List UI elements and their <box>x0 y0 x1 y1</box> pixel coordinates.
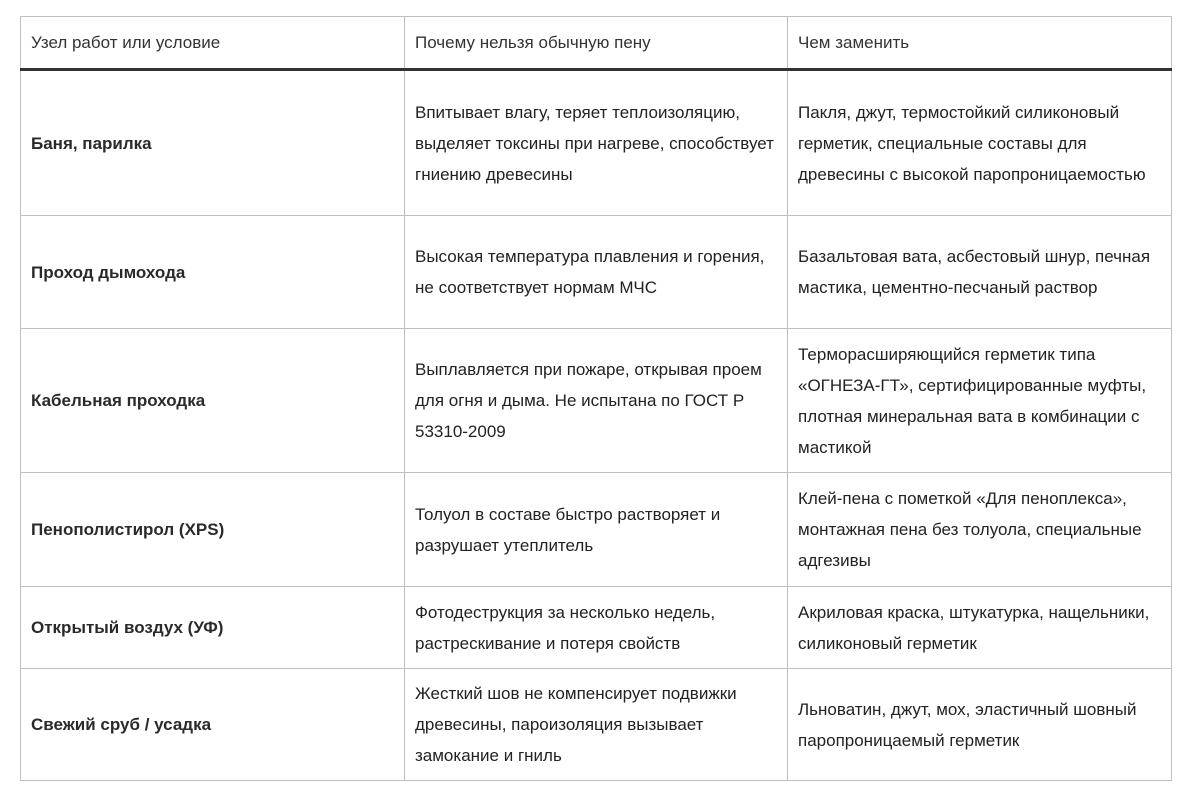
cell-reason: Фотодеструкция за несколько недель, растрескивание и потеря свойств <box>405 587 788 669</box>
cell-replacement: Клей-пена с пометкой «Для пеноплекса», монтажная пена без толуола, специальные адгезивы <box>788 473 1172 587</box>
cell-replacement: Терморасширяющийся герметик типа «ОГНЕЗА-ГТ», сертифицированные муфты, плотная минеральная вата в комбинации с мастикой <box>788 329 1172 473</box>
cell-replacement: Льноватин, джут, мох, эластичный шовный паропроницаемый герметик <box>788 669 1172 781</box>
cell-node: Свежий сруб / усадка <box>21 669 405 781</box>
cell-reason: Высокая температура плавления и горения, не соответствует нормам МЧС <box>405 216 788 329</box>
cell-replacement: Базальтовая вата, асбестовый шнур, печная мастика, цементно-песчаный раствор <box>788 216 1172 329</box>
cell-node: Баня, парилка <box>21 70 405 216</box>
cell-replacement: Пакля, джут, термостойкий силиконовый герметик, специальные составы для древесины с высокой паропроницаемостью <box>788 70 1172 216</box>
table-row <box>21 669 1172 781</box>
table-body <box>21 70 1172 781</box>
table-row <box>21 70 1172 216</box>
table-row <box>21 587 1172 669</box>
header-replacement: Чем заменить <box>788 17 1172 70</box>
header-row <box>21 17 1172 70</box>
table-header <box>21 17 1172 70</box>
header-node: Узел работ или условие <box>21 17 405 70</box>
cell-node: Открытый воздух (УФ) <box>21 587 405 669</box>
cell-node: Кабельная проходка <box>21 329 405 473</box>
header-reason: Почему нельзя обычную пену <box>405 17 788 70</box>
cell-node: Проход дымохода <box>21 216 405 329</box>
cell-node: Пенополистирол (XPS) <box>21 473 405 587</box>
table-row <box>21 473 1172 587</box>
table-row <box>21 329 1172 473</box>
comparison-table-container <box>20 16 1171 781</box>
cell-reason: Жесткий шов не компенсирует подвижки древесины, пароизоляция вызывает замокание и гниль <box>405 669 788 781</box>
cell-reason: Впитывает влагу, теряет теплоизоляцию, выделяет токсины при нагреве, способствует гниению древесины <box>405 70 788 216</box>
cell-reason: Выплавляется при пожаре, открывая проем для огня и дыма. Не испытана по ГОСТ Р 53310-2009 <box>405 329 788 473</box>
table-row <box>21 216 1172 329</box>
foam-replacement-table <box>20 16 1172 781</box>
cell-replacement: Акриловая краска, штукатурка, нащельники, силиконовый герметик <box>788 587 1172 669</box>
cell-reason: Толуол в составе быстро растворяет и разрушает утеплитель <box>405 473 788 587</box>
